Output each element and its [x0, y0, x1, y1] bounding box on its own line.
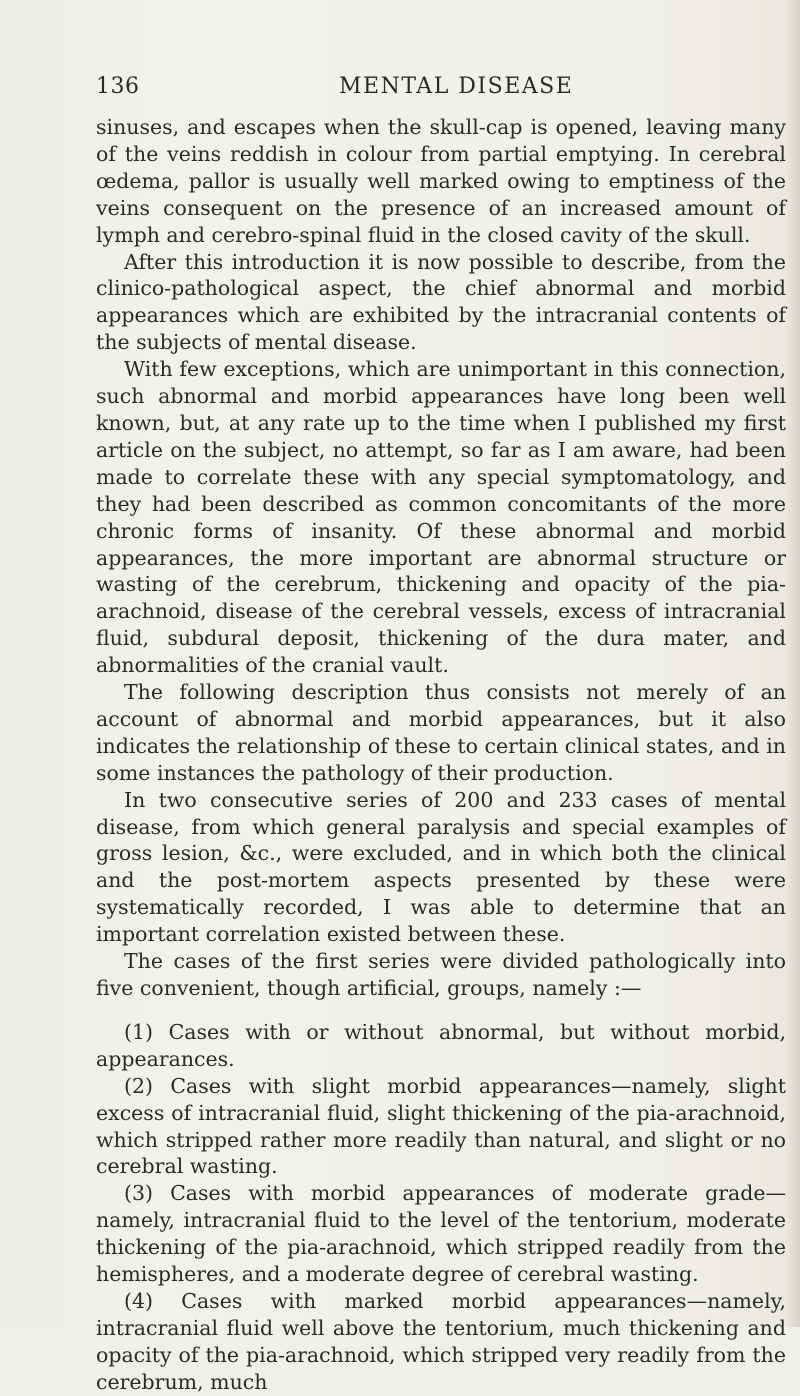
paragraph-continuation: sinuses, and escapes when the skull-cap is opened, leaving many of the veins reddish in colour from partial emptying. In cerebral œdema, pallor is usually well marked owing to emptiness of the veins consequent on the presence of an increased amount of lymph and cerebro-spinal fluid in the closed cavity of the skull. — [96, 115, 786, 247]
body-text — [96, 114, 786, 1396]
paragraph-series: In two consecutive series of 200 and 233 cases of mental disease, from which general paralysis and special examples of gross lesion, &c., were excluded, and in which both the clinical and the post-mortem aspects presented by these were systematically recorded, I was able to determine that an important correlation existed between these. — [96, 787, 786, 947]
list-item-group-4: (4) Cases with marked morbid appearances—namely, intracranial fluid well above the tentorium, much thickening and opacity of the pia-arachnoid, which stripped very readily from the cerebrum, much — [96, 1288, 786, 1394]
list-item-group-3: (3) Cases with morbid appearances of moderate grade—namely, intracranial fluid to the level of the tentorium, moderate thickening of the pia-arachnoid, which stripped readily from the hemispheres, and a moderate degree of cerebral wasting. — [96, 1181, 786, 1287]
page-edge-shadow — [786, 0, 800, 1327]
list-item-group-2: (2) Cases with slight morbid appearances—namely, slight excess of intracranial fluid, slight thickening of the pia-arachnoid, which stripped rather more readily than natural, and slight or no cerebral wasting. — [96, 1073, 786, 1179]
running-title: MENTAL DISEASE — [339, 74, 574, 99]
page-header — [96, 74, 786, 106]
page-number: 136 — [96, 74, 140, 99]
paragraph-description: The following description thus consists not merely of an account of abnormal and morbid appearances, but it also indicates the relationship of these to certain clinical states, and in some instances the pathology of their production. — [96, 680, 786, 785]
paragraph-groups: The cases of the first series were divided pathologically into five convenient, though artificial, groups, namely :— — [96, 949, 786, 1000]
paragraph-exceptions: With few exceptions, which are unimportant in this connection, such abnormal and morbid appearances have long been well known, but, at any rate up to the time when I published my first article on the subject, no attempt, so far as I am aware, had been made to correlate these with any special symptomatology, and they had been described as common concomitants of the more chronic forms of insanity. Of these abnormal and morbid appearances, the more important are abnormal structure or wasting of the cerebrum, thickening and opacity of the pia-arachnoid, disease of the cerebral vessels, excess of intracranial fluid, subdural deposit, thickening of the dura mater, and abnormalities of the cranial vault. — [96, 357, 786, 678]
paragraph-introduction: After this introduction it is now possible to describe, from the clinico-pathological aspect, the chief abnormal and morbid appearances which are exhibited by the intracranial contents of the subjects of mental disease. — [96, 249, 786, 355]
list-item-group-1: (1) Cases with or without abnormal, but without morbid, appearances. — [96, 1019, 786, 1071]
